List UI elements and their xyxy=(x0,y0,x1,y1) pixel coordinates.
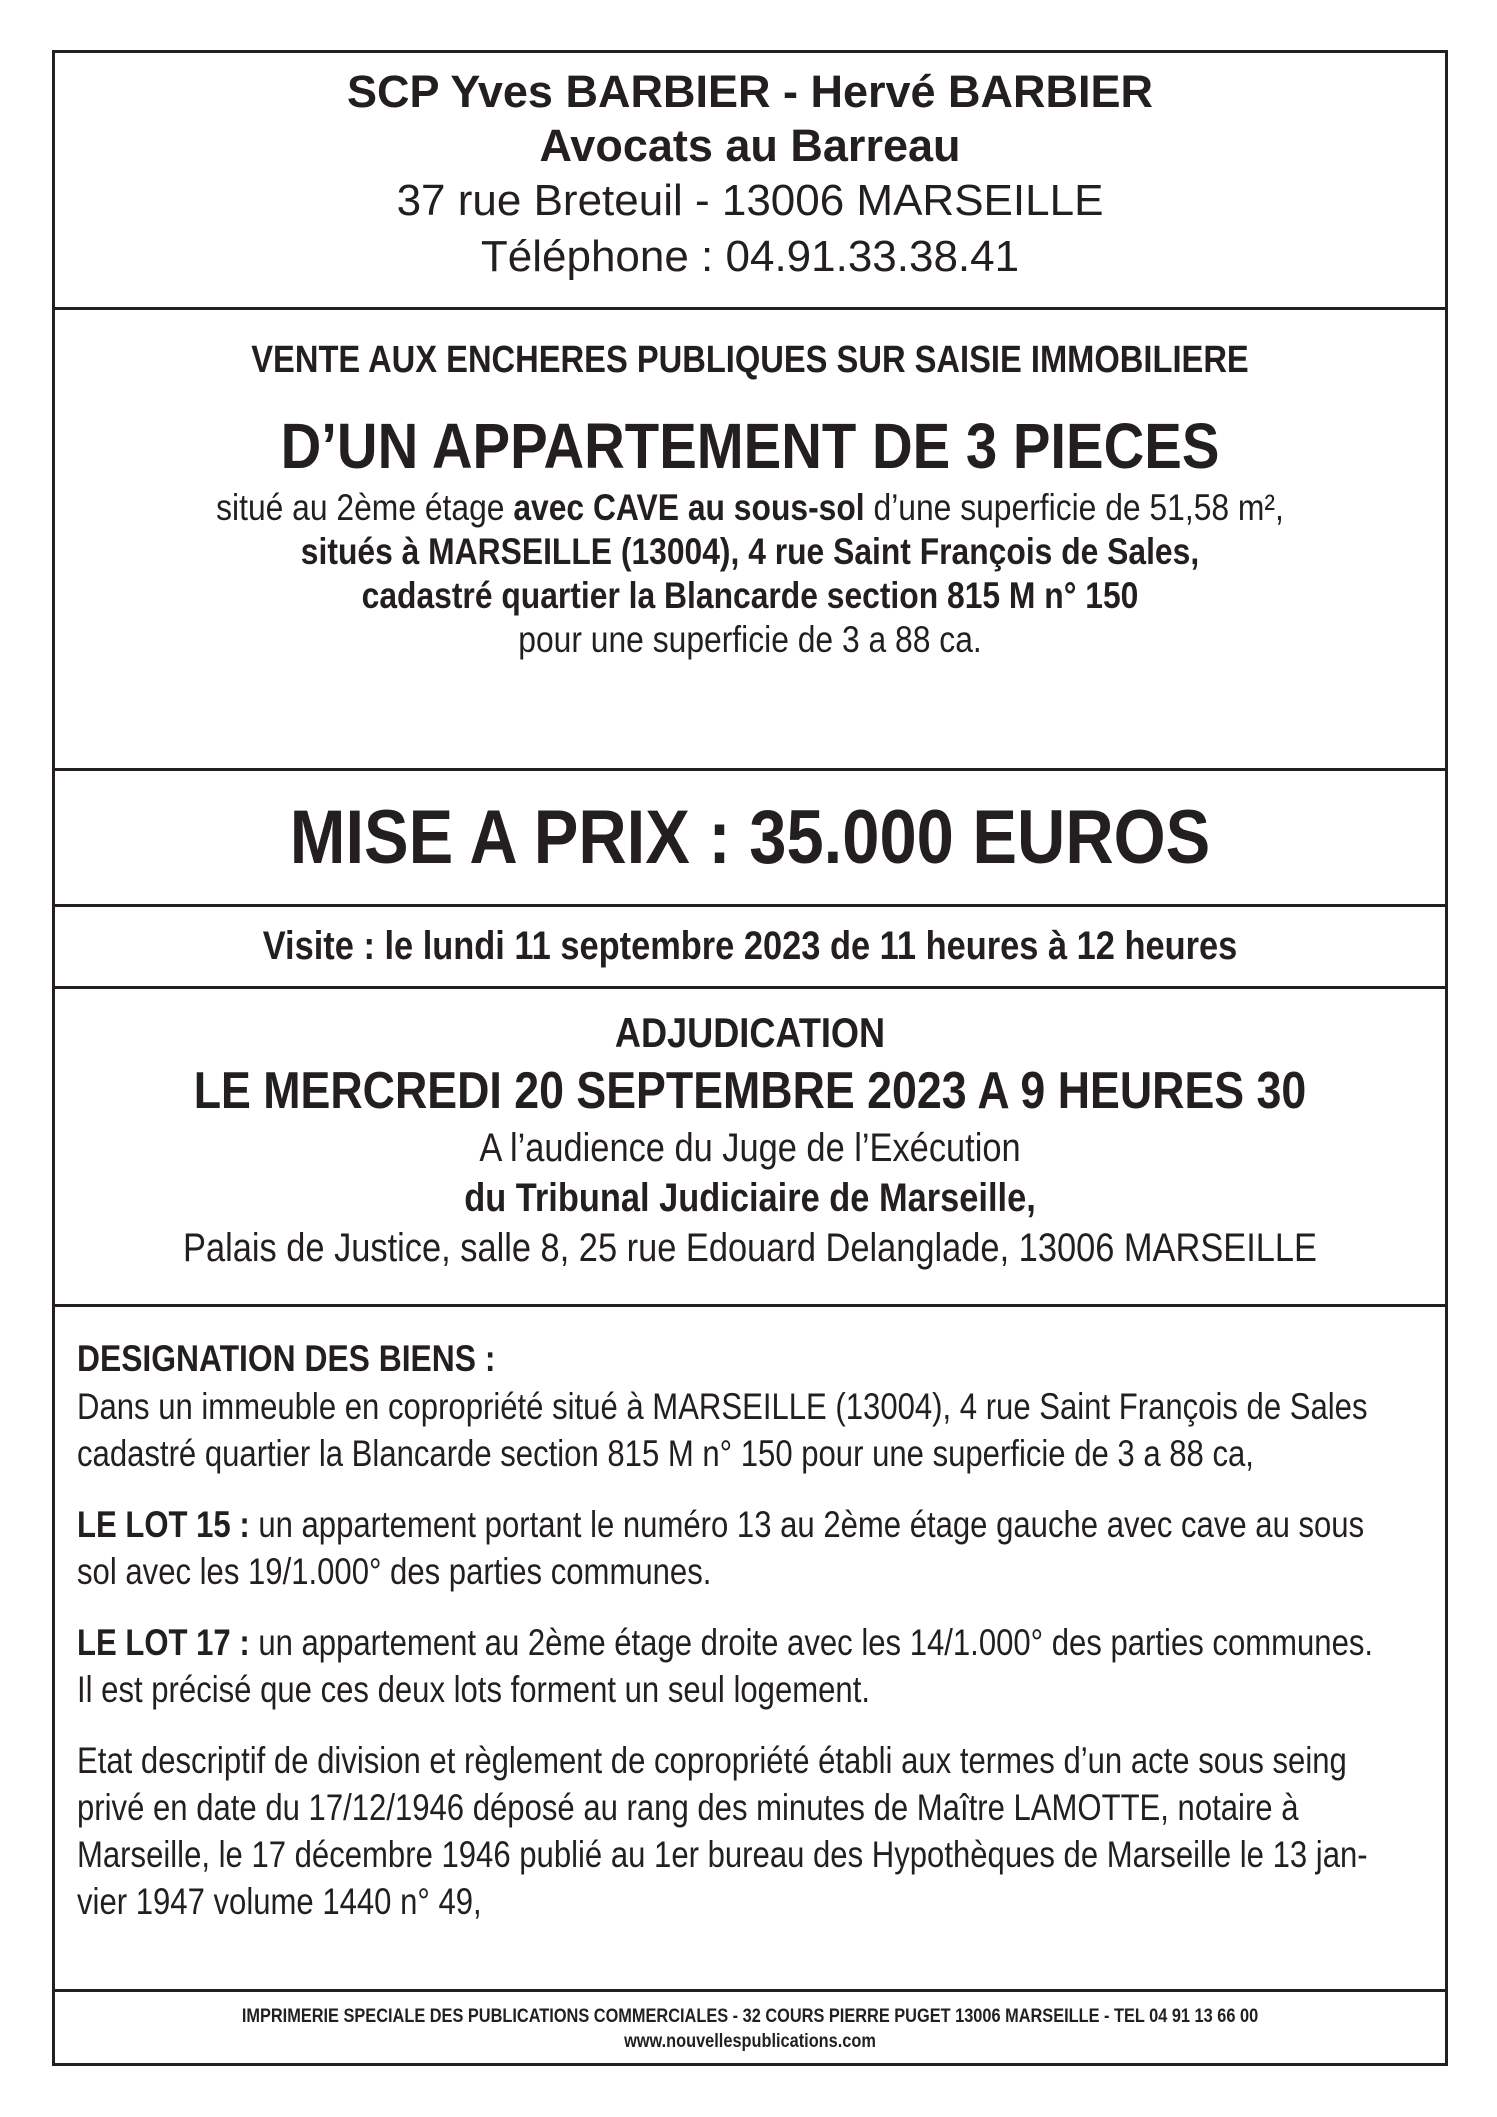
etat-descriptif-paragraph xyxy=(77,1737,1423,1925)
sale-kicker: VENTE AUX ENCHERES PUBLIQUES SUR SAISIE IMMOBILIERE xyxy=(251,339,1249,381)
notice-frame xyxy=(52,50,1448,2066)
adjudication-line-2: du Tribunal Judiciaire de Marseille, xyxy=(464,1176,1036,1220)
sale-line-3: cadastré quartier la Blancarde section 815 M n° 150 xyxy=(361,575,1139,616)
starting-price xyxy=(55,771,1445,907)
sale-line-1-a: situé au 2ème étage xyxy=(216,487,514,528)
visit-info xyxy=(55,907,1445,989)
sale-title: D’UN APPARTEMENT DE 3 PIECES xyxy=(280,410,1220,482)
etat-line-1: Etat descriptif de division et règlement de copropriété établi aux termes d’un acte sous seing xyxy=(77,1740,1347,1781)
designation-line-1: Dans un immeuble en copropriété situé à MARSEILLE (13004), 4 rue Saint François de Sales xyxy=(77,1386,1368,1427)
sale-line-4: pour une superficie de 3 a 88 ca. xyxy=(518,619,982,660)
visit-text: Visite : le lundi 11 septembre 2023 de 11 heures à 12 heures xyxy=(262,924,1238,968)
sale-line-2: situés à MARSEILLE (13004), 4 rue Saint François de Sales, xyxy=(300,531,1200,572)
adjudication-info xyxy=(55,989,1445,1307)
profession: Avocats au Barreau xyxy=(539,120,961,171)
adjudication-heading: ADJUDICATION xyxy=(614,1009,886,1056)
firm-phone: Téléphone : 04.91.33.38.41 xyxy=(480,232,1020,281)
etat-line-4: vier 1947 volume 1440 n° 49, xyxy=(77,1881,482,1922)
lot-15-line-2: sol avec les 19/1.000° des parties communes. xyxy=(77,1551,712,1592)
lot-15-paragraph xyxy=(77,1501,1423,1595)
lot-17-text-1: un appartement au 2ème étage droite avec les 14/1.000° des parties communes. xyxy=(249,1622,1374,1663)
adjudication-line-3: Palais de Justice, salle 8, 25 rue Edouard Delanglade, 13006 MARSEILLE xyxy=(183,1226,1317,1270)
lawyer-header xyxy=(55,53,1445,310)
adjudication-line-1: A l’audience du Juge de l’Exécution xyxy=(479,1126,1021,1170)
firm-address: 37 rue Breteuil - 13006 MARSEILLE xyxy=(396,176,1104,225)
designation-heading: DESIGNATION DES BIENS : xyxy=(77,1338,496,1379)
lot-15-text-1: un appartement portant le numéro 13 au 2ème étage gauche avec cave au sous xyxy=(249,1504,1365,1545)
etat-line-3: Marseille, le 17 décembre 1946 publié au 1er bureau des Hypothèques de Marseille le 13 jan- xyxy=(77,1834,1368,1875)
designation-line-2: cadastré quartier la Blancarde section 815 M n° 150 pour une superficie de 3 a 88 ca, xyxy=(77,1433,1254,1474)
printer-footer xyxy=(55,1989,1445,2054)
designation-paragraph xyxy=(77,1383,1423,1477)
property-designation xyxy=(55,1307,1445,2049)
etat-line-2: privé en date du 17/12/1946 déposé au rang des minutes de Maître LAMOTTE, notaire à xyxy=(77,1787,1299,1828)
lot-15-line-1 xyxy=(77,1501,1365,1548)
sale-line-1 xyxy=(152,486,1347,530)
sale-description xyxy=(55,310,1445,771)
lot-17-line-2: Il est précisé que ces deux lots forment un seul logement. xyxy=(77,1669,870,1710)
lot-15-label: LE LOT 15 : xyxy=(77,1504,250,1545)
starting-price-text: MISE A PRIX : 35.000 EUROS xyxy=(289,795,1211,880)
lot-17-paragraph xyxy=(77,1619,1423,1713)
adjudication-date: LE MERCREDI 20 SEPTEMBRE 2023 A 9 HEURES 30 xyxy=(193,1062,1307,1120)
printer-website: www.nouvellespublications.com xyxy=(624,2031,876,2052)
firm-name: SCP Yves BARBIER - Hervé BARBIER xyxy=(346,66,1154,117)
sale-line-1-c: d’une superficie de 51,58 m², xyxy=(864,487,1284,528)
lot-17-line-1 xyxy=(77,1619,1374,1666)
sale-line-1-b: avec CAVE au sous-sol xyxy=(513,487,865,528)
printer-info: IMPRIMERIE SPECIALE DES PUBLICATIONS COMMERCIALES - 32 COURS PIERRE PUGET 13006 MARSEILLE - TEL 04 91 13 66 00 xyxy=(241,2006,1259,2027)
lot-17-label: LE LOT 17 : xyxy=(77,1622,250,1663)
